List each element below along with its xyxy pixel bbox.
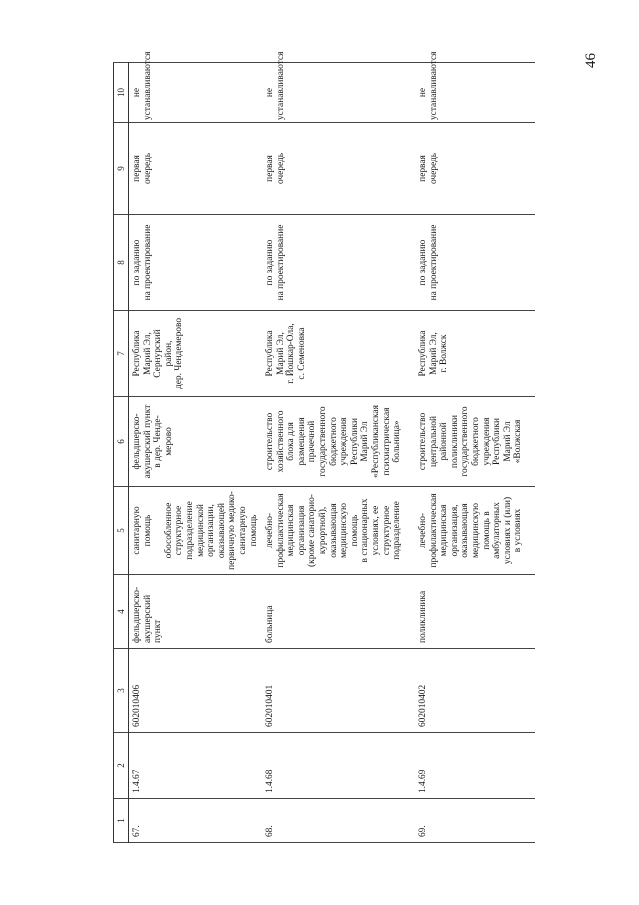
object-name: фельдшерско- акушерский пункт в дер. Ченде- мерово	[129, 397, 263, 487]
class-code: 602010401	[262, 649, 415, 733]
object-description: лечебно- профилактическая медицинская организация, оказывающая медицинскую помощь в амбулаторных условиях и (или) в условиях	[415, 487, 535, 575]
item-code: 1.4.68	[262, 733, 415, 799]
object-location: Республика Марий Эл, Сернурский район, дер. Чендемерово	[129, 311, 263, 397]
header-cell: 4	[114, 575, 129, 649]
implementation-stage: первая очередь	[415, 123, 535, 215]
item-code: 1.4.67	[129, 733, 263, 799]
header-cell: 3	[114, 649, 129, 733]
row-number: 69.	[415, 799, 535, 843]
implementation-stage: первая очередь	[262, 123, 415, 215]
header-row	[114, 63, 129, 843]
header-cell: 6	[114, 397, 129, 487]
row-number: 67.	[129, 799, 263, 843]
object-name: строительство хозяйственного блока для размещения прачечной государственного бюджетного учреждения Республики Марий Эл «Республиканская психиатрическая больница»	[262, 397, 415, 487]
item-code: 1.4.69	[415, 733, 535, 799]
header-cell: 8	[114, 215, 129, 311]
header-cell: 1	[114, 799, 129, 843]
row-number: 68.	[262, 799, 415, 843]
header-cell: 2	[114, 733, 129, 799]
implementation-stage: первая очередь	[129, 123, 263, 215]
class-code: 602010406	[129, 649, 263, 733]
object-location: Республика Марий Эл, г. Йошкар-Ола, с. Семеновка	[262, 311, 415, 397]
object-type: фельдшерско- акушерский пункт	[129, 575, 263, 649]
object-type: поликлиника	[415, 575, 535, 649]
objects-table	[113, 51, 535, 843]
object-parameters: по заданию на проектирование	[129, 215, 263, 311]
object-description: лечебно- профилактическая медицинская организация (кроме санаторио- курортной), оказывающая медицинскую помощь в стационарных условиях, ее структурное подразделение	[262, 487, 415, 575]
rotated-table-container	[113, 51, 525, 843]
object-parameters: по заданию на проектирование	[415, 215, 535, 311]
header-cell: 7	[114, 311, 129, 397]
header-cell: 5	[114, 487, 129, 575]
object-name: строительство центральной районной поликлиники государственного бюджетного учреждения Республики Марий Эл «Волжская	[415, 397, 535, 487]
object-location: Республика Марий Эл, г. Волжск	[415, 311, 535, 397]
table-row	[129, 63, 263, 843]
header-cell: 10	[114, 63, 129, 123]
object-parameters: по заданию на проектирование	[262, 215, 415, 311]
zone-restrictions: не устанавливаются	[129, 63, 263, 123]
header-cell: 9	[114, 123, 129, 215]
page-number: 46	[583, 53, 599, 68]
object-description: санитарную помощь обособленное структурное подразделение медицинской организации, оказывающей первичную медико- санитарную помощь	[129, 487, 263, 575]
zone-restrictions: не устанавливаются	[262, 63, 415, 123]
class-code: 602010402	[415, 649, 535, 733]
object-type: больница	[262, 575, 415, 649]
table-row	[262, 63, 415, 843]
zone-restrictions: не устанавливаются	[415, 63, 535, 123]
table-row	[415, 63, 535, 843]
